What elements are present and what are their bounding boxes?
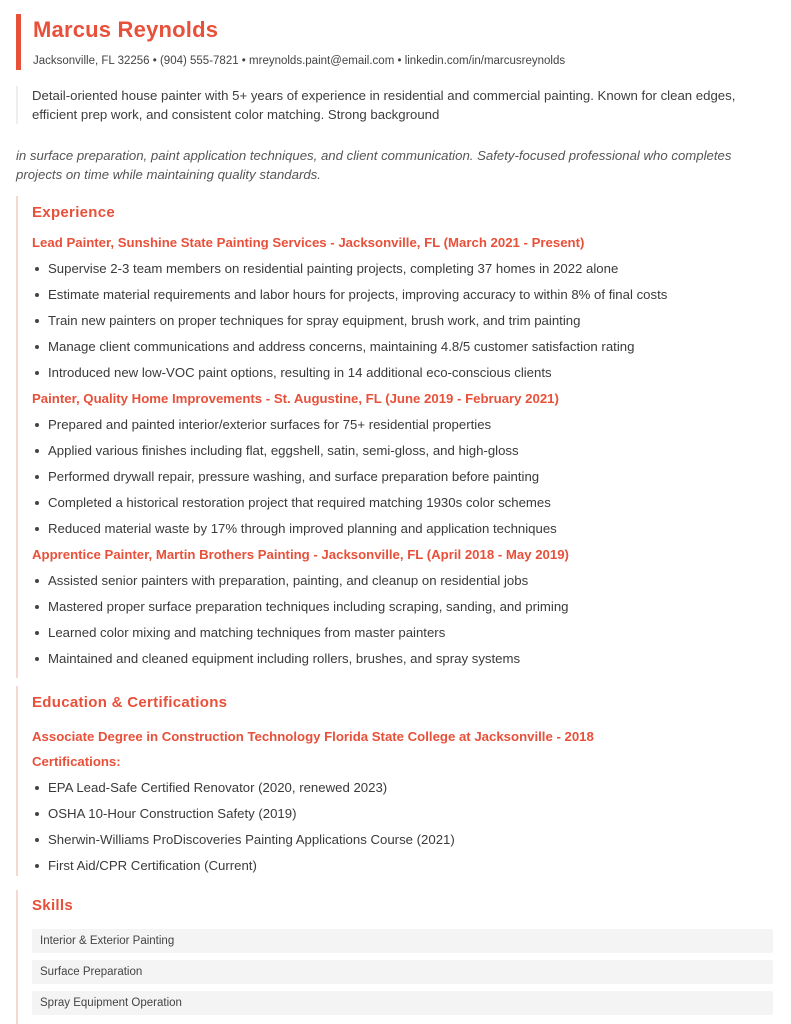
list-item: Introduced new low-VOC paint options, resulting in 14 additional eco-conscious clients <box>32 364 776 381</box>
professional-summary: Detail-oriented house painter with 5+ years of experience in residential and commercial painting. Known for clean edges, efficient prep work, and consistent color matching. Strong background <box>16 86 776 124</box>
skill-item: Surface Preparation <box>32 960 773 984</box>
job-bullets <box>32 260 776 381</box>
section-title-education: Education & Certifications <box>32 694 228 711</box>
list-item: Sherwin-Williams ProDiscoveries Painting Applications Course (2021) <box>32 831 776 848</box>
section-title-experience: Experience <box>32 204 116 221</box>
degree-heading: Associate Degree in Construction Technology Florida State College at Jacksonville - 2018 <box>32 729 594 744</box>
job-bullets <box>32 572 776 667</box>
list-item: Reduced material waste by 17% through improved planning and application techniques <box>32 520 776 537</box>
skill-item: Interior & Exterior Painting <box>32 929 773 953</box>
list-item: Assisted senior painters with preparation, painting, and cleanup on residential jobs <box>32 572 776 589</box>
job-bullets <box>32 416 776 537</box>
list-item: Supervise 2-3 team members on residential painting projects, completing 37 homes in 2022 alone <box>32 260 776 277</box>
list-item: First Aid/CPR Certification (Current) <box>32 857 776 874</box>
job-heading: Lead Painter, Sunshine State Painting Services - Jacksonville, FL (March 2021 - Present) <box>32 235 585 250</box>
list-item: Train new painters on proper techniques for spray equipment, brush work, and trim painting <box>32 312 776 329</box>
list-item: Applied various finishes including flat, eggshell, satin, semi-gloss, and high-gloss <box>32 442 776 459</box>
resume-header <box>16 14 776 70</box>
candidate-name: Marcus Reynolds <box>33 17 219 42</box>
contact-line: Jacksonville, FL 32256 • (904) 555-7821 • mreynolds.paint@email.com • linkedin.com/in/marcusreynolds <box>33 55 566 67</box>
list-item: Estimate material requirements and labor hours for projects, improving accuracy to within 8% of final costs <box>32 286 776 303</box>
skills-section <box>16 890 776 1024</box>
skill-item: Spray Equipment Operation <box>32 991 773 1015</box>
list-item: OSHA 10-Hour Construction Safety (2019) <box>32 805 776 822</box>
professional-summary-continuation: in surface preparation, paint application techniques, and client communication. Safety-focused professional who completes projects on time while maintaining quality standards. <box>16 148 732 182</box>
list-item: Manage client communications and address concerns, maintaining 4.8/5 customer satisfaction rating <box>32 338 776 355</box>
job-heading: Painter, Quality Home Improvements - St. Augustine, FL (June 2019 - February 2021) <box>32 391 559 406</box>
list-item: Learned color mixing and matching techniques from master painters <box>32 624 776 641</box>
list-item: Performed drywall repair, pressure washing, and surface preparation before painting <box>32 468 776 485</box>
list-item: EPA Lead-Safe Certified Renovator (2020, renewed 2023) <box>32 779 776 796</box>
certifications-label: Certifications: <box>32 754 121 769</box>
job-heading: Apprentice Painter, Martin Brothers Painting - Jacksonville, FL (April 2018 - May 2019) <box>32 547 569 562</box>
skill-list <box>32 929 776 1015</box>
list-item: Mastered proper surface preparation techniques including scraping, sanding, and priming <box>32 598 776 615</box>
education-section <box>16 686 776 876</box>
certification-list <box>32 779 776 874</box>
list-item: Completed a historical restoration project that required matching 1930s color schemes <box>32 494 776 511</box>
experience-section <box>16 196 776 678</box>
list-item: Prepared and painted interior/exterior surfaces for 75+ residential properties <box>32 416 776 433</box>
list-item: Maintained and cleaned equipment including rollers, brushes, and spray systems <box>32 650 776 667</box>
section-title-skills: Skills <box>32 897 73 914</box>
